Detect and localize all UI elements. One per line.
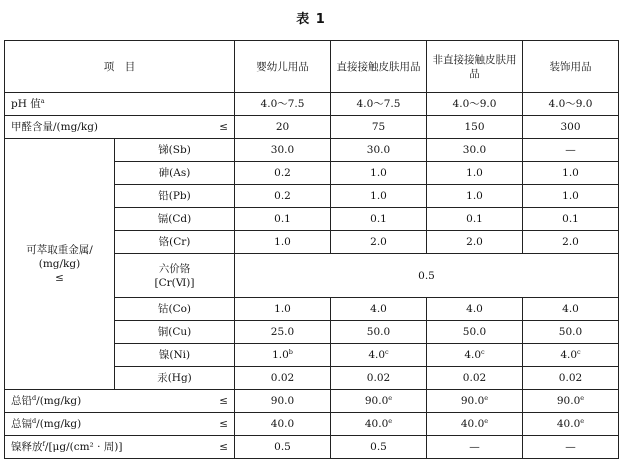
cell-value: 0.1 bbox=[235, 208, 331, 231]
cell-value: 4.0～9.0 bbox=[523, 93, 619, 116]
cell-value: 0.2 bbox=[235, 185, 331, 208]
cell-value: 0.02 bbox=[235, 367, 331, 390]
cell-value: 0.02 bbox=[331, 367, 427, 390]
cell-value: — bbox=[523, 139, 619, 162]
cell-value: 1.0$^b$ bbox=[235, 344, 331, 367]
cell-value: 4.0$^c$ bbox=[427, 344, 523, 367]
cell-value: 90.0e bbox=[427, 390, 523, 413]
cell-value: 25.0 bbox=[235, 321, 331, 344]
cell-value: 0.02 bbox=[427, 367, 523, 390]
cell-value: 4.0$^c$ bbox=[523, 344, 619, 367]
cell-value: 50.0 bbox=[523, 321, 619, 344]
cell-value: 0.5 bbox=[331, 436, 427, 459]
cell-value: 4.0～7.5 bbox=[331, 93, 427, 116]
cell-value: 2.0 bbox=[427, 231, 523, 254]
cell-value: 4.0$^c$ bbox=[331, 344, 427, 367]
table-row-ph bbox=[5, 93, 619, 116]
cell-value: 0.02 bbox=[523, 367, 619, 390]
cell-value: 1.0 bbox=[331, 185, 427, 208]
cell-value: — bbox=[427, 436, 523, 459]
heavy-metals-group-label: 可萃取重金属/ (mg/kg) ≤ bbox=[5, 139, 115, 390]
limit-symbol: ≤ bbox=[219, 121, 228, 133]
cell-value: 2.0 bbox=[523, 231, 619, 254]
header-col-infant: 婴幼儿用品 bbox=[235, 41, 331, 93]
cell-value: 30.0 bbox=[427, 139, 523, 162]
row-label: 镍释放$^f$/[μg/(cm² · 周)] ≤ bbox=[5, 436, 235, 459]
row-label: 六价铬 [Cr(Ⅵ)] bbox=[115, 254, 235, 298]
cell-value: 300 bbox=[523, 116, 619, 139]
cell-value: 4.0～7.5 bbox=[235, 93, 331, 116]
row-label: 甲醛含量/(mg/kg) ≤ bbox=[5, 116, 235, 139]
cell-value: 0.1 bbox=[427, 208, 523, 231]
table-row-formaldehyde bbox=[5, 116, 619, 139]
row-label: 铅(Pb) bbox=[115, 185, 235, 208]
cell-value: 90.0e bbox=[331, 390, 427, 413]
header-col-direct-contact: 直接接触皮肤用品 bbox=[331, 41, 427, 93]
cell-value: 1.0 bbox=[235, 298, 331, 321]
cell-value: 90.0e bbox=[523, 390, 619, 413]
cell-value: 1.0 bbox=[427, 162, 523, 185]
cell-value: 4.0 bbox=[523, 298, 619, 321]
cell-value: 40.0 bbox=[235, 413, 331, 436]
table-title: 表 1 bbox=[296, 12, 326, 27]
row-label: 总镉$^d$/(mg/kg) ≤ bbox=[5, 413, 235, 436]
cell-value: 90.0 bbox=[235, 390, 331, 413]
header-col-decorative: 装饰用品 bbox=[523, 41, 619, 93]
limit-symbol: ≤ bbox=[219, 418, 228, 430]
cell-value: — bbox=[523, 436, 619, 459]
cell-value: 1.0 bbox=[331, 162, 427, 185]
cell-value: 4.0 bbox=[331, 298, 427, 321]
cell-value: 40.0e bbox=[523, 413, 619, 436]
row-label: pH 值$^a$ bbox=[5, 93, 235, 116]
cell-value: 0.1 bbox=[523, 208, 619, 231]
cell-value: 30.0 bbox=[331, 139, 427, 162]
cell-value: 0.1 bbox=[331, 208, 427, 231]
cell-value: 40.0e bbox=[427, 413, 523, 436]
cell-value: 1.0 bbox=[427, 185, 523, 208]
cell-value: 0.2 bbox=[235, 162, 331, 185]
row-label: 锑(Sb) bbox=[115, 139, 235, 162]
table-row-total-cd bbox=[5, 413, 619, 436]
cell-value: 0.5 bbox=[235, 436, 331, 459]
requirements-table bbox=[4, 40, 619, 459]
cell-value: 1.0 bbox=[523, 185, 619, 208]
cell-value: 40.0e bbox=[331, 413, 427, 436]
cell-value: 20 bbox=[235, 116, 331, 139]
table-row-total-pb bbox=[5, 390, 619, 413]
row-label: 钴(Co) bbox=[115, 298, 235, 321]
cell-value: 50.0 bbox=[427, 321, 523, 344]
row-label: 汞(Hg) bbox=[115, 367, 235, 390]
cell-value: 1.0 bbox=[523, 162, 619, 185]
cell-value: 75 bbox=[331, 116, 427, 139]
table-row-sb bbox=[5, 139, 619, 162]
row-label: 砷(As) bbox=[115, 162, 235, 185]
cell-value: 2.0 bbox=[331, 231, 427, 254]
row-label: 铜(Cu) bbox=[115, 321, 235, 344]
row-label: 镉(Cd) bbox=[115, 208, 235, 231]
cell-value: 150 bbox=[427, 116, 523, 139]
header-col-indirect-contact: 非直接接触皮肤用品 bbox=[427, 41, 523, 93]
cell-value: 4.0 bbox=[427, 298, 523, 321]
row-label: 铬(Cr) bbox=[115, 231, 235, 254]
limit-symbol: ≤ bbox=[219, 441, 228, 453]
row-label: 总铅$^d$/(mg/kg) ≤ bbox=[5, 390, 235, 413]
row-label: 镍(Ni) bbox=[115, 344, 235, 367]
limit-symbol: ≤ bbox=[219, 395, 228, 407]
table-row-ni-release bbox=[5, 436, 619, 459]
cell-value: 30.0 bbox=[235, 139, 331, 162]
cell-value: 1.0 bbox=[235, 231, 331, 254]
cell-value-merged: 0.5 bbox=[235, 254, 619, 298]
cell-value: 50.0 bbox=[331, 321, 427, 344]
table-header-row bbox=[5, 41, 619, 93]
header-item: 项 目 bbox=[5, 41, 235, 93]
cell-value: 4.0～9.0 bbox=[427, 93, 523, 116]
